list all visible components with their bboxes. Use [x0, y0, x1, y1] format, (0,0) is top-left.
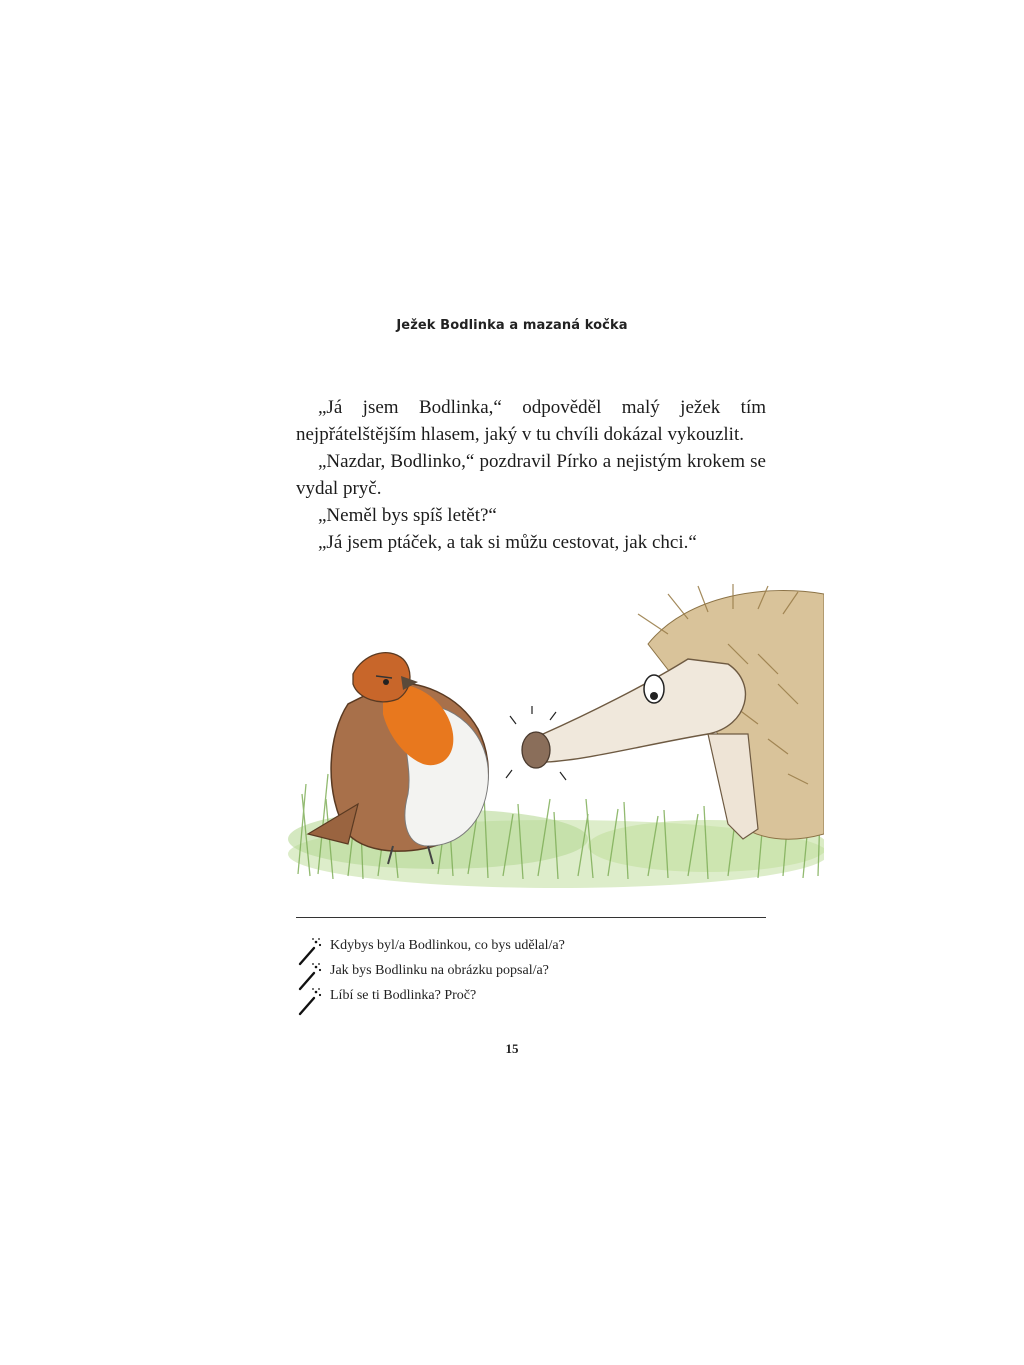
paragraph: „Neměl bys spíš letět?“: [318, 505, 497, 526]
paragraph: „Já jsem ptáček, a tak si můžu cestovat, jak chci.“: [318, 532, 697, 553]
page-number: 15: [505, 1041, 519, 1056]
paragraph: „Já jsem Bodlinka,“ odpověděl malý ježek tím nejpřátelštějším hlasem, jaký v tu chvíli dokázal vykouzlit.: [296, 397, 766, 445]
list-item: [298, 936, 768, 961]
running-head-title: Ježek Bodlinka a mazaná kočka: [396, 318, 628, 333]
list-item: [298, 986, 768, 1011]
question-text: Kdybys byl/a Bodlinkou, co bys udělal/a?: [330, 938, 565, 953]
question-text: Jak bys Bodlinku na obrázku popsal/a?: [330, 963, 549, 978]
divider-rule: [296, 917, 766, 918]
question-text: Líbí se ti Bodlinka? Proč?: [330, 988, 477, 1003]
hedgehog: [506, 584, 824, 839]
question-list: [298, 936, 768, 1011]
magic-wand-icon: [298, 986, 324, 1016]
list-item: [298, 961, 768, 986]
robin: [308, 653, 488, 864]
paragraph: „Nazdar, Bodlinko,“ pozdravil Pírko a nejistým krokem se vydal pryč.: [296, 451, 766, 499]
story-text: [296, 394, 766, 556]
robin-hedgehog-illustration: [288, 584, 824, 894]
